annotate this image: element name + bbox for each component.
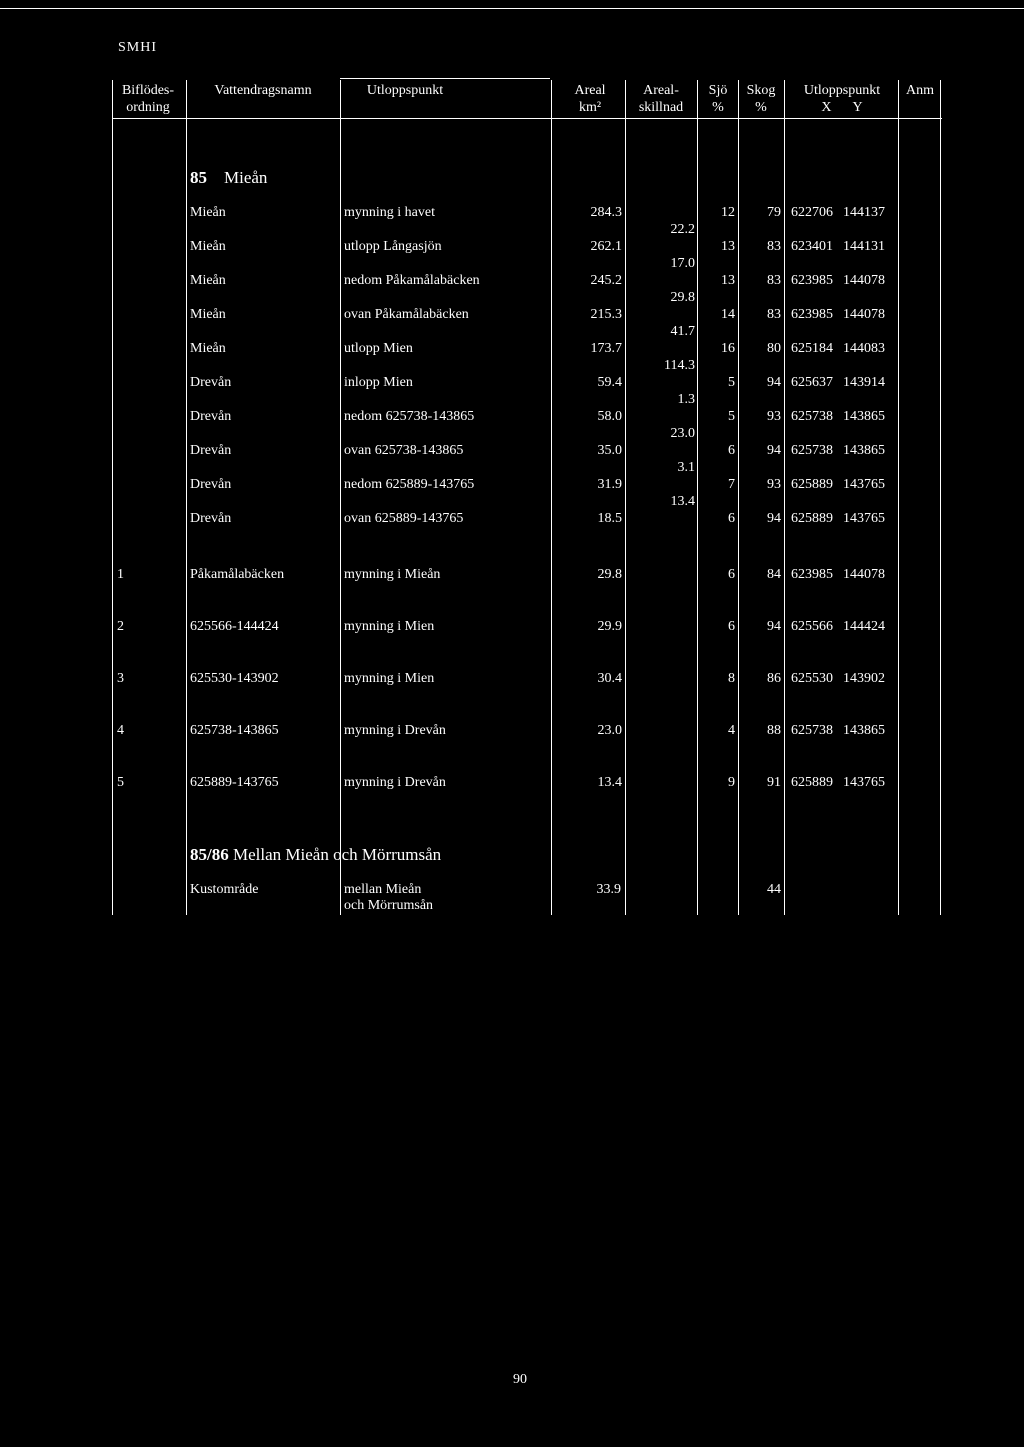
- trib-forest-pct: 86: [767, 671, 781, 686]
- row-name: Mieån: [190, 273, 226, 288]
- page-number: 90: [513, 1372, 527, 1387]
- row-outlet: nedom 625889-143765: [344, 477, 475, 492]
- row-x: 623985: [791, 307, 833, 322]
- row-area: 245.2: [590, 273, 622, 288]
- trib-name: 625738-143865: [190, 723, 279, 738]
- row-name: Drevån: [190, 375, 232, 390]
- header-bottom-rule: [112, 118, 942, 119]
- row-x: 623401: [791, 239, 833, 254]
- col-header-x: X: [821, 100, 832, 115]
- coast-row-outlet: mellan Mieån och Mörrumsån: [344, 882, 434, 913]
- row-lake-pct: 6: [728, 511, 735, 526]
- area-diff-value: 1.3: [677, 392, 695, 407]
- coast-row-name: Kustområde: [190, 882, 259, 897]
- trib-area: 23.0: [597, 723, 622, 738]
- trib-name: 625889-143765: [190, 775, 279, 790]
- row-area: 59.4: [597, 375, 622, 390]
- trib-outlet: mynning i Mien: [344, 619, 435, 634]
- row-forest-pct: 83: [767, 239, 781, 254]
- row-x: 622706: [791, 205, 833, 220]
- row-y: 143914: [843, 375, 885, 390]
- area-diff-value: 23.0: [670, 426, 695, 441]
- trib-lake-pct: 8: [728, 671, 735, 686]
- trib-area: 30.4: [597, 671, 622, 686]
- trib-outlet: mynning i Mieån: [344, 567, 441, 582]
- trib-x: 625889: [791, 775, 833, 790]
- trib-name: Påkamålabäcken: [190, 567, 285, 582]
- row-outlet: inlopp Mien: [344, 375, 413, 390]
- row-y: 143865: [843, 409, 885, 424]
- col-line-1: [112, 80, 113, 915]
- col-header-areal: Areal km²: [574, 83, 606, 115]
- row-x: 625184: [791, 341, 833, 356]
- row-y: 144078: [843, 307, 885, 322]
- section-number: 85/86: [190, 845, 229, 864]
- row-lake-pct: 5: [728, 409, 735, 424]
- col-line-10: [940, 80, 941, 915]
- trib-order: 3: [117, 671, 124, 686]
- area-diff-value: 17.0: [670, 256, 695, 271]
- row-x: 625738: [791, 409, 833, 424]
- row-name: Drevån: [190, 511, 232, 526]
- row-name: Mieån: [190, 205, 226, 220]
- col-header-anm: Anm: [906, 83, 934, 98]
- row-x: 625637: [791, 375, 833, 390]
- row-x: 625738: [791, 443, 833, 458]
- row-forest-pct: 83: [767, 307, 781, 322]
- row-outlet: utlopp Mien: [344, 341, 413, 356]
- section-title-85: [190, 168, 267, 188]
- row-area: 18.5: [597, 511, 622, 526]
- row-outlet: ovan 625738-143865: [344, 443, 464, 458]
- row-lake-pct: 6: [728, 443, 735, 458]
- trib-order: 4: [117, 723, 124, 738]
- section-name: Mieån: [224, 168, 268, 187]
- trib-x: 625738: [791, 723, 833, 738]
- org-label: SMHI: [118, 40, 158, 55]
- row-name: Mieån: [190, 239, 226, 254]
- row-forest-pct: 80: [767, 341, 781, 356]
- row-forest-pct: 93: [767, 477, 781, 492]
- trib-y: 143902: [843, 671, 885, 686]
- row-y: 143765: [843, 511, 885, 526]
- area-diff-value: 3.1: [677, 460, 695, 475]
- col-header-skog: Skog %: [746, 83, 776, 115]
- row-lake-pct: 14: [721, 307, 735, 322]
- row-lake-pct: 12: [721, 205, 735, 220]
- row-y: 144083: [843, 341, 885, 356]
- area-diff-value: 13.4: [670, 494, 695, 509]
- row-outlet: mynning i havet: [344, 205, 435, 220]
- trib-outlet: mynning i Drevån: [344, 775, 446, 790]
- row-area: 35.0: [597, 443, 622, 458]
- row-area: 215.3: [590, 307, 622, 322]
- row-x: 625889: [791, 477, 833, 492]
- trib-y: 143765: [843, 775, 885, 790]
- col-line-2: [186, 80, 187, 915]
- row-outlet: ovan 625889-143765: [344, 511, 464, 526]
- col-line-3: [340, 80, 341, 915]
- col-header-arealskillnad: Areal- skillnad: [638, 83, 684, 115]
- trib-lake-pct: 4: [728, 723, 735, 738]
- row-name: Drevån: [190, 409, 232, 424]
- row-lake-pct: 5: [728, 375, 735, 390]
- row-forest-pct: 93: [767, 409, 781, 424]
- row-forest-pct: 83: [767, 273, 781, 288]
- trib-lake-pct: 6: [728, 567, 735, 582]
- area-diff-value: 114.3: [664, 358, 695, 373]
- row-y: 144131: [843, 239, 885, 254]
- row-area: 173.7: [590, 341, 622, 356]
- trib-area: 29.9: [597, 619, 622, 634]
- trib-y: 144078: [843, 567, 885, 582]
- trib-area: 13.4: [597, 775, 622, 790]
- trib-outlet: mynning i Drevån: [344, 723, 446, 738]
- trib-forest-pct: 88: [767, 723, 781, 738]
- row-y: 144137: [843, 205, 885, 220]
- trib-forest-pct: 94: [767, 619, 781, 634]
- row-y: 144078: [843, 273, 885, 288]
- trib-lake-pct: 9: [728, 775, 735, 790]
- trib-lake-pct: 6: [728, 619, 735, 634]
- section-name: Mellan Mieån och Mörrumsån: [232, 845, 442, 864]
- area-diff-value: 41.7: [670, 324, 695, 339]
- row-name: Mieån: [190, 307, 226, 322]
- row-outlet: nedom 625738-143865: [344, 409, 475, 424]
- col-header-y: Y: [852, 100, 863, 115]
- row-forest-pct: 79: [767, 205, 781, 220]
- coast-row-area: 33.9: [596, 882, 621, 897]
- trib-order: 2: [117, 619, 124, 634]
- row-lake-pct: 7: [728, 477, 735, 492]
- header-top-rule: [340, 78, 550, 79]
- col-header-vattendragsnamn: Vattendragsnamn: [214, 83, 312, 98]
- trib-x: 625566: [791, 619, 833, 634]
- trib-name: 625530-143902: [190, 671, 279, 686]
- row-outlet: nedom Påkamålabäcken: [344, 273, 480, 288]
- trib-y: 144424: [843, 619, 885, 634]
- col-line-9: [898, 80, 899, 915]
- row-x: 623985: [791, 273, 833, 288]
- row-forest-pct: 94: [767, 375, 781, 390]
- col-header-sjo: Sjö %: [708, 83, 728, 115]
- col-header-biflodesordning: Biflödes- ordning: [121, 83, 175, 115]
- row-outlet: ovan Påkamålabäcken: [344, 307, 469, 322]
- trib-x: 625530: [791, 671, 833, 686]
- col-header-utloppspunkt: Utloppspunkt: [366, 83, 444, 98]
- col-line-8: [784, 80, 785, 915]
- trib-forest-pct: 84: [767, 567, 781, 582]
- trib-area: 29.8: [597, 567, 622, 582]
- row-name: Drevån: [190, 443, 232, 458]
- row-forest-pct: 94: [767, 443, 781, 458]
- row-forest-pct: 94: [767, 511, 781, 526]
- row-area: 262.1: [590, 239, 622, 254]
- row-lake-pct: 13: [721, 273, 735, 288]
- row-y: 143865: [843, 443, 885, 458]
- row-name: Mieån: [190, 341, 226, 356]
- section-title-85-86: [190, 845, 441, 865]
- row-area: 31.9: [597, 477, 622, 492]
- row-outlet: utlopp Långasjön: [344, 239, 442, 254]
- trib-y: 143865: [843, 723, 885, 738]
- row-lake-pct: 13: [721, 239, 735, 254]
- trib-outlet: mynning i Mien: [344, 671, 435, 686]
- trib-x: 623985: [791, 567, 833, 582]
- row-name: Drevån: [190, 477, 232, 492]
- coast-row-forest: 44: [767, 882, 781, 897]
- trib-forest-pct: 91: [767, 775, 781, 790]
- row-lake-pct: 16: [721, 341, 735, 356]
- row-y: 143765: [843, 477, 885, 492]
- trib-order: 1: [117, 567, 124, 582]
- row-area: 284.3: [590, 205, 622, 220]
- section-number: 85: [190, 168, 207, 187]
- top-rule: [0, 8, 1024, 9]
- trib-order: 5: [117, 775, 124, 790]
- row-area: 58.0: [597, 409, 622, 424]
- row-x: 625889: [791, 511, 833, 526]
- area-diff-value: 22.2: [670, 222, 695, 237]
- col-header-utloppspunkt-xy: Utloppspunkt X Y: [803, 83, 881, 115]
- area-diff-value: 29.8: [670, 290, 695, 305]
- trib-name: 625566-144424: [190, 619, 279, 634]
